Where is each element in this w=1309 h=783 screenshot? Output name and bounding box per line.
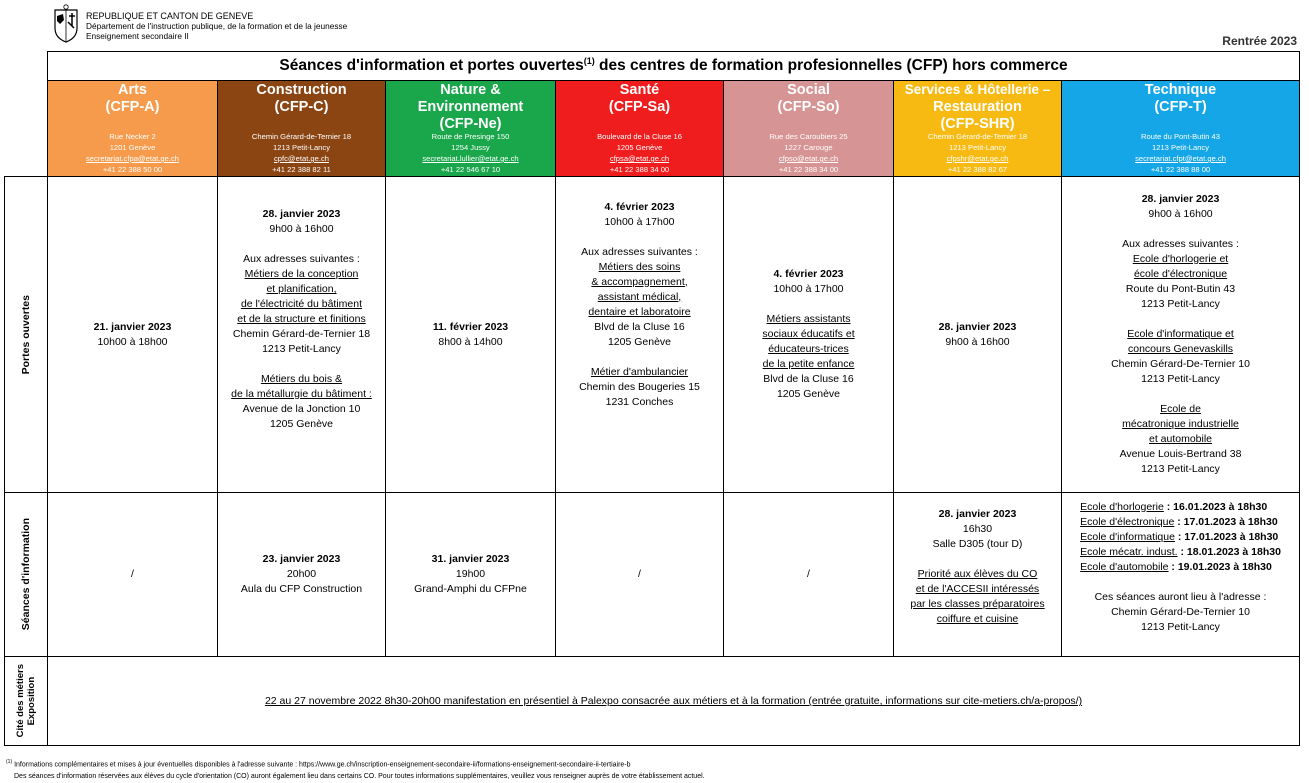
row-label-cite: Cité des métiers Exposition [5,657,48,746]
seances-technique: Ecole d'horlogerie : 16.01.2023 à 18h30 Ecole d'électronique : 17.01.2023 à 18h30 Ecole d'informatique : 17.01.2023 à 18h30 Ecole mécatr. indust. : 18.01.2023 à 18h30 Ecole d'automobile : 19.01.2023 à 18h30 Ces séances auront lieu à l'adresse : Chemin Gérard-De-Ternier 10 1213 Petit-Lancy [1062,493,1300,657]
seances-nature: 31. janvier 2023 19h00 Grand-Amphi du CFPne [386,493,556,657]
portes-technique: 28. janvier 2023 9h00 à 16h00 Aux adresses suivantes : Ecole d'horlogerie et école d'électronique Route du Pont-Butin 43 1213 Petit-Lancy Ecole d'informatique et concours Genevaskills Chemin Gérard-De-Ternier 10 1213 Petit-Lancy Ecole de mécatronique industrielle et automobile Avenue Louis-Bertrand 38 1213 Petit-Lancy [1062,177,1300,493]
column-header-nature: Nature & Environnement (CFP-Ne) Route de Presinge 150 1254 Jussy secretariat.lullier@etat.ge.ch +41 22 546 67 10 [386,81,556,177]
column-header-hotel: Services & Hôtellerie – Restauration (CFP-SHR) Chemin Gérard-de-Ternier 18 1213 Petit-Lancy cfpshr@etat.ge.ch +41 22 388 82 67 [894,81,1062,177]
row-label-portes-ouvertes: Portes ouvertes [5,177,48,493]
email-link[interactable]: secretariat.cfpt@etat.ge.ch [1135,154,1226,163]
email-link[interactable]: cpfc@etat.ge.ch [274,154,329,163]
portes-sante: 4. février 2023 10h00 à 17h00 Aux adresses suivantes : Métiers des soins & accompagnement, assistant médical, dentaire et laboratoire Blvd de la Cluse 16 1205 Genève Métier d'ambulancier Chemin des Bougeries 15 1231 Conches [556,177,724,493]
geneva-crest-icon [52,4,80,44]
school-session: Ecole d'automobile : 19.01.2023 à 18h30 [1080,560,1272,573]
service-name: Enseignement secondaire II [86,31,189,41]
republic-name: REPUBLIQUE ET CANTON DE GENEVE [86,11,254,21]
email-link[interactable]: cfpso@etat.ge.ch [778,154,839,163]
email-link[interactable]: secretariat.cfpa@etat.ge.ch [86,154,179,163]
column-header-technique: Technique (CFP-T) Route du Pont-Butin 43 1213 Petit-Lancy secretariat.cfpt@etat.ge.ch +41 22 388 88 00 [1062,81,1300,177]
seances-sante: / [556,493,724,657]
portes-social: 4. février 2023 10h00 à 17h00 Métiers assistants sociaux éducatifs et éducateurs-trices de la petite enfance Blvd de la Cluse 16 1205 Genève [724,177,894,493]
school-session: Ecole d'électronique : 17.01.2023 à 18h30 [1080,515,1278,528]
corner-blank-2 [5,81,48,177]
portes-nature: 11. février 2023 8h00 à 14h00 [386,177,556,493]
column-header-construction: Construction (CFP-C) Chemin Gérard-de-Ternier 18 1213 Petit-Lancy cpfc@etat.ge.ch +41 22 388 82 11 [218,81,386,177]
seances-social: / [724,493,894,657]
school-session: Ecole d'informatique : 17.01.2023 à 18h30 [1080,530,1279,543]
column-header-social: Social (CFP-So) Rue des Caroubiers 25 1227 Carouge cfpso@etat.ge.ch +41 22 388 34 00 [724,81,894,177]
seances-hotel: 28. janvier 2023 16h30 Salle D305 (tour D) Priorité aux élèves du CO et de l'ACCESII intéressés par les classes préparatoires coiffure et cuisine [894,493,1062,657]
email-link[interactable]: cfpshr@etat.ge.ch [946,154,1009,163]
column-header-arts: Arts (CFP-A) Rue Necker 2 1201 Genève secretariat.cfpa@etat.ge.ch +41 22 388 50 00 [48,81,218,177]
corner-blank [5,52,48,81]
school-session: Ecole mécatr. indust. : 18.01.2023 à 18h30 [1080,545,1281,558]
school-session: Ecole d'horlogerie : 16.01.2023 à 18h30 [1080,500,1268,513]
expo-info: 22 au 27 novembre 2022 8h30-20h00 manifestation en présentiel à Palexpo consacrée aux métiers et à la formation (entrée gratuite, informations sur cite-metiers.ch/a-propos/) [48,657,1300,746]
seances-arts: / [48,493,218,657]
portes-hotel: 28. janvier 2023 9h00 à 16h00 [894,177,1062,493]
page-title: Séances d'information et portes ouvertes$^{(1)}$ des centres de formation profesionnelles (CFP) hors commerce [48,52,1300,81]
seances-construction: 23. janvier 2023 20h00 Aula du CFP Construction [218,493,386,657]
column-header-sante: Santé (CFP-Sa) Boulevard de la Cluse 16 1205 Genève cfpsa@etat.ge.ch +41 22 388 34 00 [556,81,724,177]
email-link[interactable]: cfpsa@etat.ge.ch [609,154,670,163]
rentree-label: Rentrée 2023 [1222,34,1297,48]
row-label-seances: Séances d'information [5,493,48,657]
schedule-table [4,51,1300,746]
department-name: Département de l'instruction publique, de la formation et de la jeunesse [86,21,348,31]
portes-arts: 21. janvier 2023 10h00 à 18h00 [48,177,218,493]
email-link[interactable]: secretariat.lullier@etat.ge.ch [422,154,519,163]
portes-construction: 28. janvier 2023 9h00 à 16h00 Aux adresses suivantes : Métiers de la conception et planification, de l'électricité du bâtiment et de la structure et finitions Chemin Gérard-de-Ternier 18 1213 Petit-Lancy Métiers du bois & de la métallurgie du bâtiment : Avenue de la Jonction 10 1205 Genève [218,177,386,493]
footer-notes: $^{(1)}$ Informations complémentaires et mises à jour éventuelles disponibles à l'adresse suivante : https://www.ge.ch/inscription-enseignement-secondaire-ii/formations-enseignement-secondaire-ii-tertiaire-b Des séances d'information réservées aux élèves du cycle d'orientation (CO) auront également lieu dans certains CO. Pour toutes informations supplémentaires, veuillez vous renseigner auprès de votre établissement actuel. [6,759,705,781]
